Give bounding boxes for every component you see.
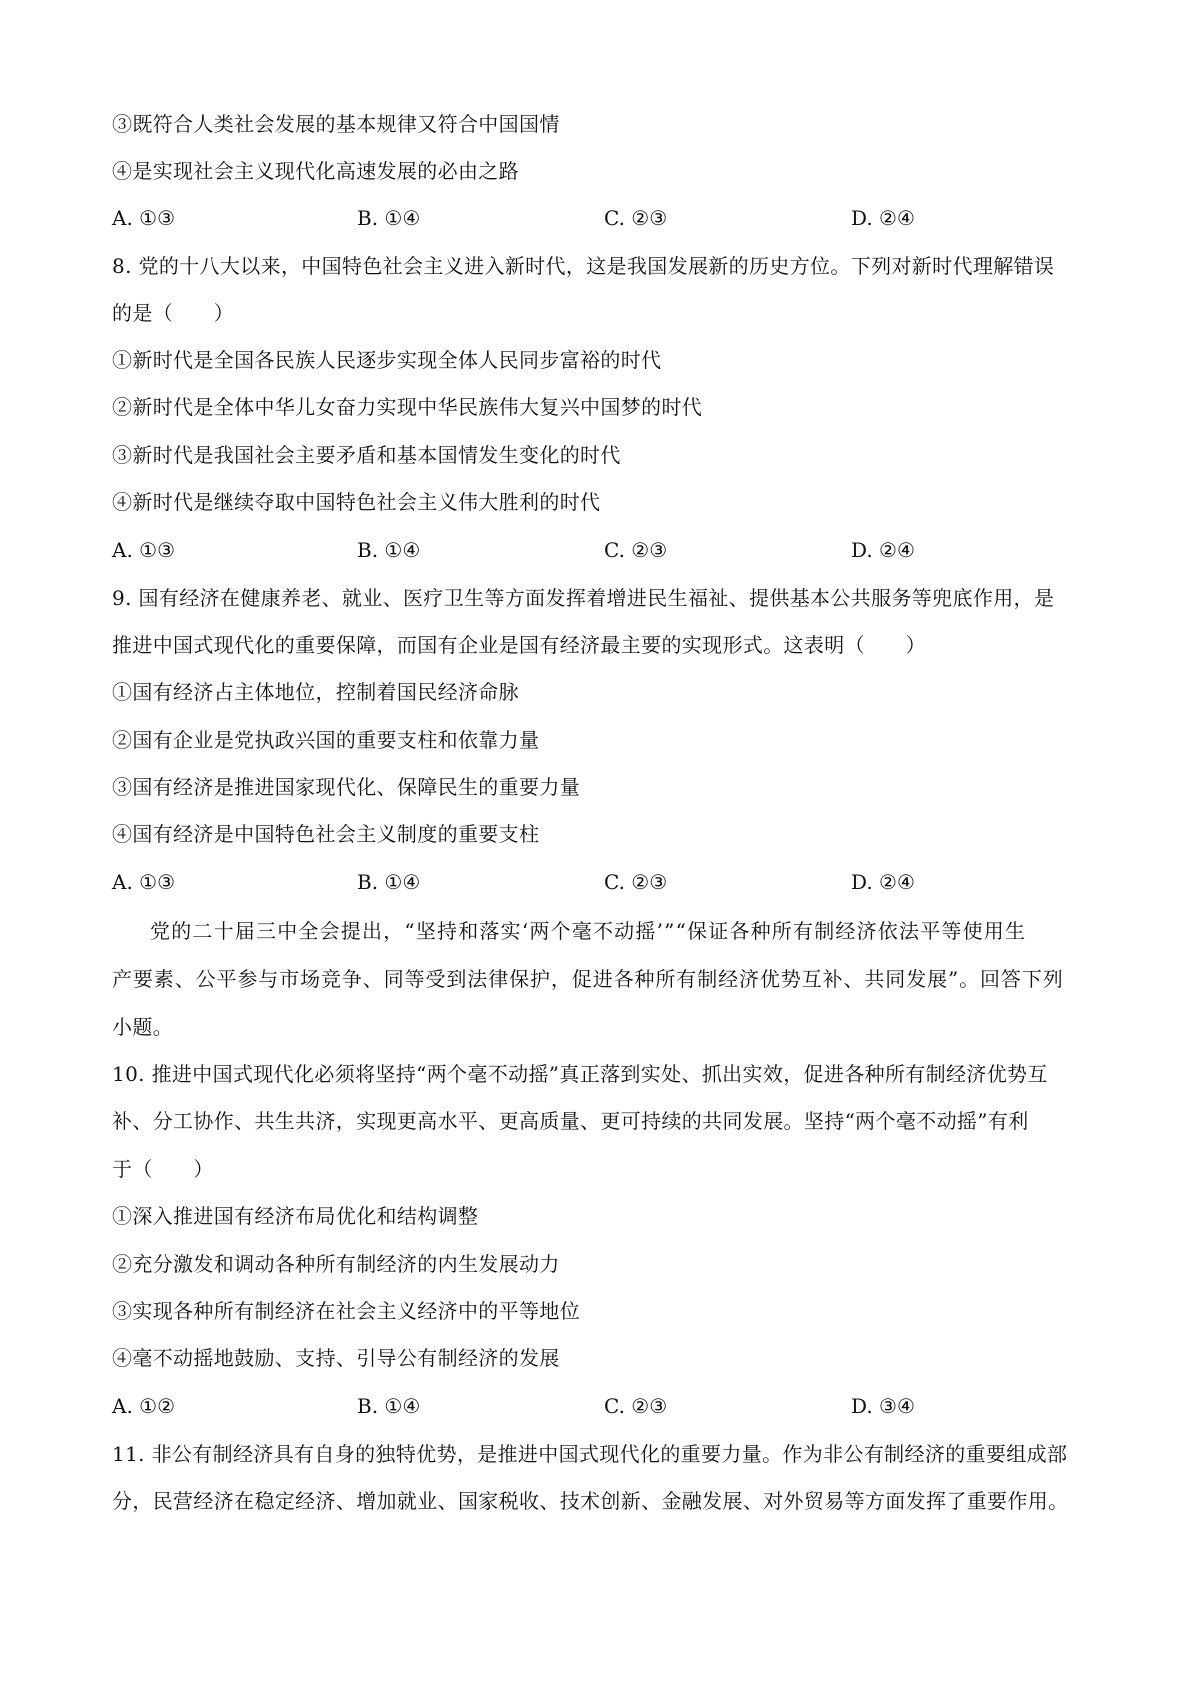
choice-c: C. ②③	[604, 870, 668, 894]
choice-a: A. ①③	[112, 538, 176, 562]
q9-stem-line-2: 推进中国式现代化的重要保障，而国有企业是国有经济最主要的实现形式。这表明（ ）	[112, 633, 926, 657]
q10-item-1: ①深入推进国有经济布局优化和结构调整	[112, 1204, 479, 1228]
passage-line-1: 党的二十届三中全会提出，“坚持和落实‘两个毫不动摇’”“保证各种所有制经济依法平等使用生	[150, 919, 1027, 943]
q10-stem-line-3: 于（ ）	[112, 1157, 214, 1181]
q10-item-4: ④毫不动摇地鼓励、支持、引导公有制经济的发展	[112, 1346, 560, 1370]
q9-item-3: ③国有经济是推进国家现代化、保障民生的重要力量	[112, 775, 581, 799]
choice-d: D. ②④	[851, 206, 915, 230]
q8-item-1: ①新时代是全国各民族人民逐步实现全体人民同步富裕的时代	[112, 348, 662, 372]
choice-a: A. ①③	[112, 206, 176, 230]
q8-item-2: ②新时代是全体中华儿女奋力实现中华民族伟大复兴中国梦的时代	[112, 395, 703, 419]
choice-c: C. ②③	[604, 206, 668, 230]
q8-item-4: ④新时代是继续夺取中国特色社会主义伟大胜利的时代	[112, 490, 601, 514]
q8-item-3: ③新时代是我国社会主要矛盾和基本国情发生变化的时代	[112, 443, 621, 467]
choice-d: D. ②④	[851, 870, 915, 894]
choice-b: B. ①④	[357, 206, 421, 230]
choice-b: B. ①④	[357, 538, 421, 562]
choice-b: B. ①④	[357, 1394, 421, 1418]
choice-d: D. ②④	[851, 538, 915, 562]
option-item-4: ④是实现社会主义现代化高速发展的必由之路	[112, 159, 519, 183]
choice-a: A. ①②	[112, 1394, 176, 1418]
q11-stem-line-1: 11. 非公有制经济具有自身的独特优势，是推进中国式现代化的重要力量。作为非公有制经济的重要组成部	[112, 1442, 1068, 1466]
choice-a: A. ①③	[112, 870, 176, 894]
passage-line-2: 产要素、公平参与市场竞争、同等受到法律保护，促进各种所有制经济优势互补、共同发展”。回答下列	[112, 967, 1064, 991]
q8-stem-line-2: 的是（ ）	[112, 301, 235, 325]
option-item-3: ③既符合人类社会发展的基本规律又符合中国国情	[112, 112, 560, 136]
q9-stem-line-1: 9. 国有经济在健康养老、就业、医疗卫生等方面发挥着增进民生福祉、提供基本公共服务等兜底作用，是	[112, 586, 1055, 610]
choice-b: B. ①④	[357, 870, 421, 894]
q10-item-2: ②充分激发和调动各种所有制经济的内生发展动力	[112, 1252, 560, 1276]
q10-item-3: ③实现各种所有制经济在社会主义经济中的平等地位	[112, 1299, 581, 1323]
q9-item-4: ④国有经济是中国特色社会主义制度的重要支柱	[112, 822, 540, 846]
q11-stem-line-2: 分，民营经济在稳定经济、增加就业、国家税收、技术创新、金融发展、对外贸易等方面发挥了重要作用。	[112, 1489, 1069, 1513]
q9-item-2: ②国有企业是党执政兴国的重要支柱和依靠力量	[112, 728, 540, 752]
q8-stem-line-1: 8. 党的十八大以来，中国特色社会主义进入新时代，这是我国发展新的历史方位。下列对新时代理解错误	[112, 254, 1055, 278]
choice-c: C. ②③	[604, 538, 668, 562]
q10-stem-line-2: 补、分工协作、共生共济，实现更高水平、更高质量、更可持续的共同发展。坚持“两个毫不动摇”有利	[112, 1109, 1029, 1133]
q9-item-1: ①国有经济占主体地位，控制着国民经济命脉	[112, 680, 519, 704]
choice-c: C. ②③	[604, 1394, 668, 1418]
passage-line-3: 小题。	[112, 1015, 174, 1039]
q10-stem-line-1: 10. 推进中国式现代化必须将坚持“两个毫不动摇”真正落到实处、抓出实效，促进各种所有制经济优势互	[112, 1062, 1048, 1086]
choice-d: D. ③④	[851, 1394, 915, 1418]
